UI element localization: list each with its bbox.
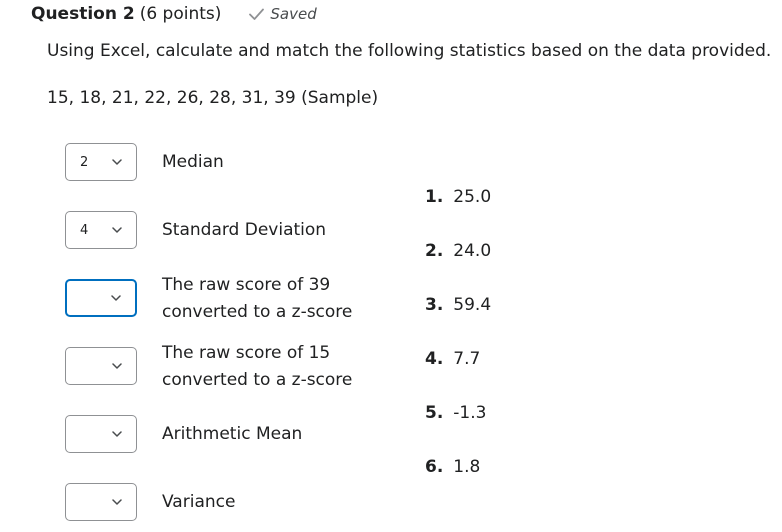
match-select-standard-deviation[interactable] bbox=[65, 211, 137, 249]
chevron-down-icon bbox=[112, 363, 122, 369]
term-line: converted to a z-score bbox=[162, 370, 353, 390]
answer-number: 6. bbox=[425, 457, 444, 477]
saved-status bbox=[248, 5, 316, 23]
chevron-down-icon bbox=[112, 227, 122, 233]
term-line: The raw score of 15 bbox=[162, 343, 331, 363]
answer-value: -1.3 bbox=[453, 403, 487, 423]
answer-value: 25.0 bbox=[453, 187, 492, 207]
select-value: 4 bbox=[80, 222, 89, 238]
answer-choice-4 bbox=[425, 349, 480, 369]
answer-choice-5 bbox=[425, 403, 486, 423]
dataset-text: 15, 18, 21, 22, 26, 28, 31, 39 (Sample) bbox=[47, 88, 379, 108]
question-title: Question 2 bbox=[31, 4, 135, 24]
term-line: Median bbox=[162, 152, 224, 172]
select-value: 2 bbox=[80, 154, 89, 170]
term-line: Arithmetic Mean bbox=[162, 424, 303, 444]
answer-value: 7.7 bbox=[453, 349, 481, 369]
answer-number: 2. bbox=[425, 241, 444, 261]
term-median bbox=[162, 149, 224, 176]
saved-label: Saved bbox=[270, 5, 317, 23]
match-select-arithmetic-mean[interactable] bbox=[65, 415, 137, 453]
answer-value: 1.8 bbox=[453, 457, 481, 477]
match-select-z-score-15[interactable] bbox=[65, 347, 137, 385]
answer-number: 1. bbox=[425, 187, 444, 207]
check-icon bbox=[248, 7, 265, 21]
term-z-score-15 bbox=[162, 340, 352, 394]
answer-value: 24.0 bbox=[453, 241, 492, 261]
term-arithmetic-mean bbox=[162, 421, 302, 448]
match-select-z-score-39[interactable] bbox=[65, 279, 137, 317]
chevron-down-icon bbox=[112, 159, 122, 165]
term-variance bbox=[162, 489, 235, 516]
answer-choice-3 bbox=[425, 295, 491, 315]
question-header bbox=[31, 3, 317, 25]
term-line: converted to a z-score bbox=[162, 302, 353, 322]
answer-value: 59.4 bbox=[453, 295, 492, 315]
term-line: Variance bbox=[162, 492, 236, 512]
answer-number: 4. bbox=[425, 349, 444, 369]
question-points: (6 points) bbox=[139, 4, 222, 24]
term-line: The raw score of 39 bbox=[162, 275, 331, 295]
term-line: Standard Deviation bbox=[162, 220, 327, 240]
term-standard-deviation bbox=[162, 217, 326, 244]
match-select-median[interactable] bbox=[65, 143, 137, 181]
term-z-score-39 bbox=[162, 272, 352, 326]
answer-number: 3. bbox=[425, 295, 444, 315]
chevron-down-icon bbox=[112, 499, 122, 505]
answer-choice-1 bbox=[425, 187, 491, 207]
answer-choice-2 bbox=[425, 241, 491, 261]
question-instructions: Using Excel, calculate and match the following statistics based on the data provided. bbox=[47, 41, 772, 61]
chevron-down-icon bbox=[111, 295, 121, 301]
answer-choice-6 bbox=[425, 457, 480, 477]
match-select-variance[interactable] bbox=[65, 483, 137, 521]
answer-number: 5. bbox=[425, 403, 444, 423]
chevron-down-icon bbox=[112, 431, 122, 437]
